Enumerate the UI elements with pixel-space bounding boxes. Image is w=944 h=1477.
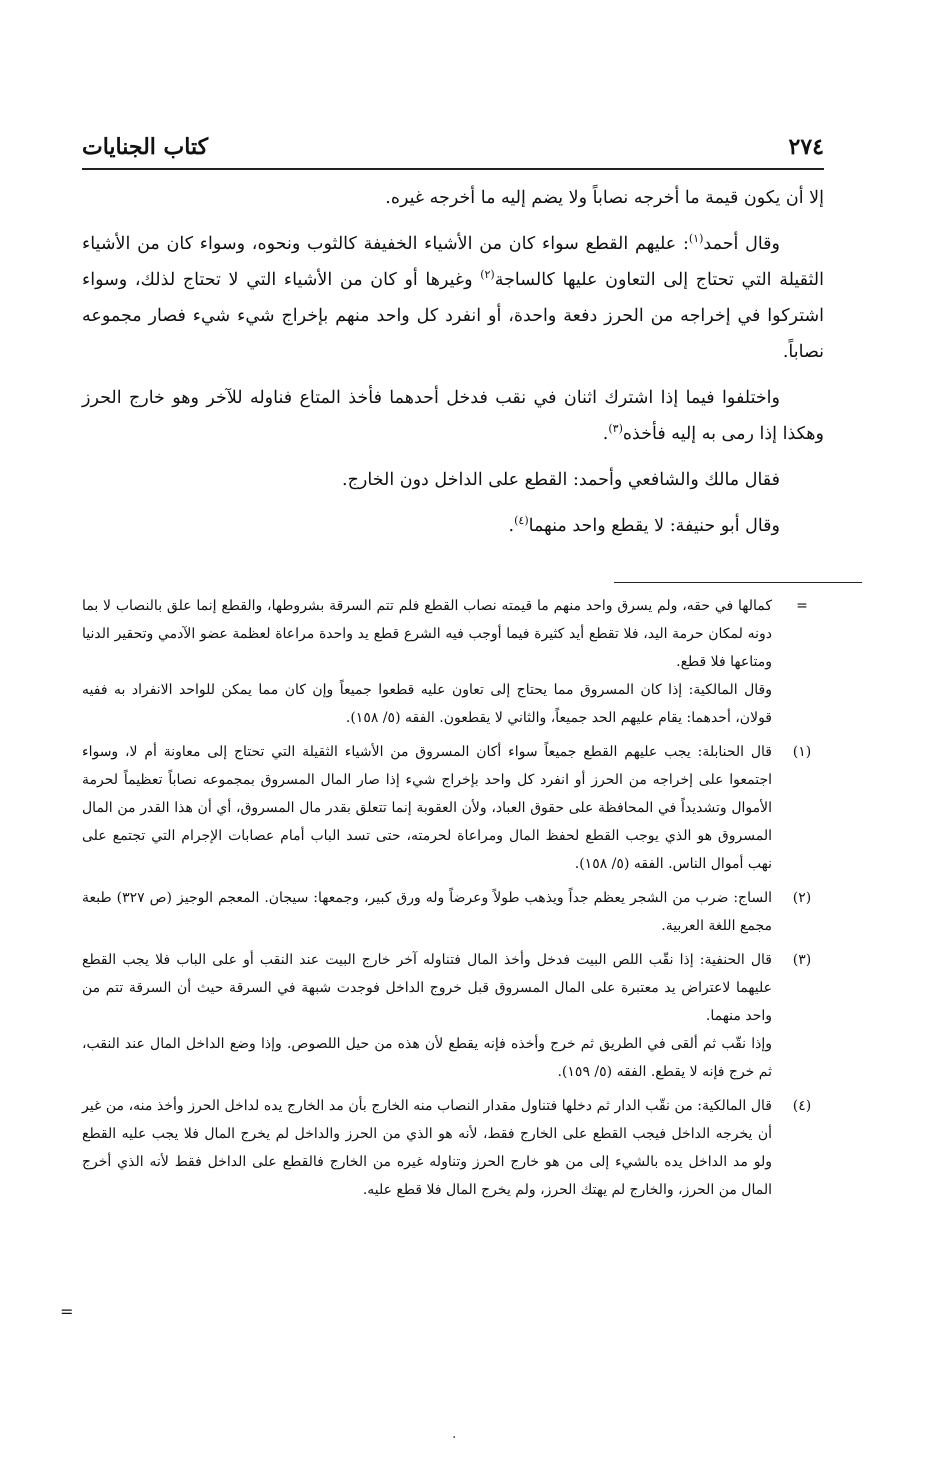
footnote-ref-4[interactable]: (٤) <box>514 514 529 528</box>
paragraph-2-part-a: وقال أحمد <box>703 234 780 254</box>
footnote-ref-2[interactable]: (٢) <box>480 268 495 282</box>
footnote-1-marker: (١) <box>792 744 812 760</box>
footnote-1-text: قال الحنابلة: يجب عليهم القطع جميعاً سواء أكان المسروق من الأشياء الثقيلة التي تحتاج إلى معاونة أم لا، وسواء اجتمعوا على إخراجه من الحرز أو انفرد كل واحد بإخراج شيء إذا صار المال المسروق بمجموعه نصاباً تعظيماً لحرمة الأموال وتشديداً في المحافظة على حقوق العباد، ولأن العقوبة إنما تتعلق بقدر مال المسروق، أي أن هذا القدر من المال المسروق هو الذي يوجب القطع لحفظ المال ومراعاة لحرمته، حتى تسد الباب أمام عصابات الإجرام التي تجتمع على نهب أموال الناس. الفقه (٥/ ١٥٨). <box>82 744 772 872</box>
footnote-4-marker: (٤) <box>792 1098 812 1114</box>
footnote-2 <box>82 884 824 940</box>
paragraph-1: إلا أن يكون قيمة ما أخرجه نصاباً ولا يضم إليه ما أخرجه غيره. <box>385 188 824 208</box>
footnote-2-text: الساج: ضرب من الشجر يعظم جداً ويذهب طولاً وعرضاً وله ورق كبير، وجمعها: سيجان. المعجم الوجيز (ص ٣٢٧) طبعة مجمع اللغة العربية. <box>82 890 772 934</box>
footnote-3-marker: (٣) <box>792 952 812 968</box>
footnote-continued-marker: = <box>796 598 808 614</box>
paragraph-3-part-a: واختلفوا فيما إذا اشترك اثنان في نقب فدخل أحدهما فأخذ المتاع فناوله للآخر وهو خارج الحرز وهكذا إذا رمى به إليه فأخذه <box>82 388 824 444</box>
footnotes <box>82 592 824 1210</box>
main-text <box>82 180 824 544</box>
continuation-mark: = <box>60 1302 74 1321</box>
footnote-ref-3[interactable]: (٣) <box>608 422 623 436</box>
book-title: كتاب الجنايات <box>82 134 209 160</box>
footnote-1 <box>82 738 824 878</box>
paragraph-2-part-b: : عليهم القطع سواء كان من الأشياء الخفيفة كالثوب ونحوه، وسواء كان من الأشياء الثقيلة التي تحتاج إلى التعاون عليها كالساجة <box>82 234 824 290</box>
paragraph-3-part-b: . <box>602 424 609 444</box>
paragraph-5 <box>82 508 824 544</box>
paragraph-3 <box>82 380 824 452</box>
page-header <box>82 130 824 170</box>
footnote-2-marker: (٢) <box>792 890 812 906</box>
footnote-3-text-1: قال الحنفية: إذا نقّب اللص البيت فدخل وأخذ المال فتناوله آخر خارج البيت عند النقب أو على الباب فلا يجب القطع عليهما لاعتراض يد معتبرة على المال المسروق قبل خروج الداخل فوجدت شبهة في السرقة حيث أن السرقة تتم من واحد منهما. <box>82 952 772 1024</box>
footnote-ref-1[interactable]: (١) <box>688 232 704 246</box>
footnote-continued-text-2: وقال المالكية: إذا كان المسروق مما يحتاج إلى تعاون عليه قطعوا جميعاً وإن كان مما يمكن للواحد الانفراد به ففيه قولان، أحدهما: يقام عليهم الحد جميعاً، والثاني لا يقطعون. الفقه (٥/ ١٥٨). <box>82 682 772 726</box>
paragraph-2-part-c: وغيرها أو كان من الأشياء التي لا تحتاج لذلك، وسواء اشتركوا في إخراجه من الحرز دفعة واحدة، أو انفرد كل واحد منهم بإخراج شيء شيء فصار مجموعه نصاباً. <box>82 270 824 362</box>
footnote-4-text: قال المالكية: من نقّب الدار ثم دخلها فتناول مقدار النصاب منه الخارج بأن مد الخارج يده لداخل الحرز وأخذ منه، من غير أن يخرجه الداخل فيجب القطع على الخارج فقط، لأنه هو الذي من الحرز والداخل لم يخرج المال فلا يجب عليه القطع ولو مد الداخل يده بالشيء إلى من هو خارج الحرز وتناوله غيره من الخارج فالقطع على الداخل فقط لأنه الذي أخرج المال من الحرز، والخارج لم يهتك الحرز، ولم يخرج المال فلا قطع عليه. <box>82 1098 772 1198</box>
paragraph-4: فقال مالك والشافعي وأحمد: القطع على الداخل دون الخارج. <box>342 470 780 490</box>
footnote-continued-text-1: كمالها في حقه، ولم يسرق واحد منهم ما قيمته نصاب القطع فلم تتم السرقة بشروطها، والقطع إنما علق بالنصاب لا بما دونه لمكان حرمة اليد، فلا تقطع أيد كثيرة فيما أوجب فيه الشرع قطع يد واحدة مراعاة لعظمة عضو الآدمي وتحقير الدنيا ومتاعها فلا قطع. <box>82 598 772 670</box>
footnote-3 <box>82 946 824 1086</box>
bottom-dot: . <box>452 1426 457 1442</box>
paragraph-2 <box>82 226 824 370</box>
footnote-continued <box>82 592 824 732</box>
paragraph-5-part-b: . <box>508 516 515 536</box>
footnote-4 <box>82 1092 824 1204</box>
page-number: ٢٧٤ <box>788 134 824 160</box>
paragraph-5-part-a: وقال أبو حنيفة: لا يقطع واحد منهما <box>528 516 780 536</box>
footnote-separator <box>614 582 862 583</box>
footnote-3-text-2: وإذا نقّب ثم ألقى في الطريق ثم خرج وأخذه فإنه يقطع لأن هذه من حيل اللصوص. وإذا وضع الداخل المال عند النقب، ثم خرج فإنه لا يقطع. الفقه (٥/ ١٥٩). <box>82 1036 772 1080</box>
